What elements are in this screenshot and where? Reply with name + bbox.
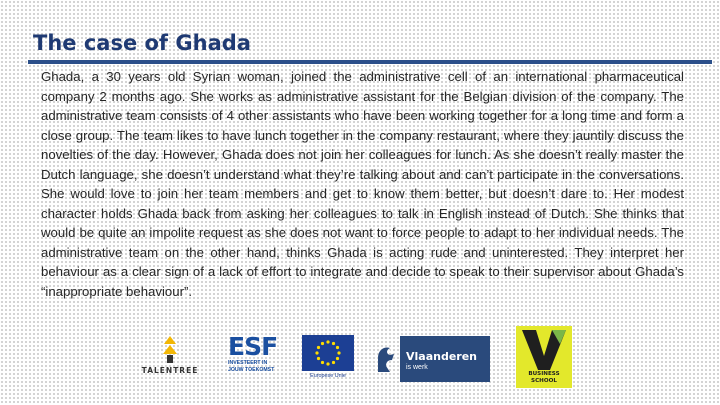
talentree-mark-icon [162,336,178,364]
title-underline [28,60,712,64]
v-mark-icon [522,330,566,370]
esf-logo [228,334,286,384]
eu-caption: Europese Unie [310,373,346,379]
talentree-wordmark: TALENTREE [141,366,199,375]
eu-logo [302,335,354,383]
eu-flag-icon [302,335,354,371]
esf-wordmark: ESF [228,332,278,361]
vlaanderen-logo [370,336,490,382]
business-school-line-2: SCHOOL [531,378,557,384]
business-school-line-1: BUSINESS [528,371,560,377]
case-description: Ghada, a 30 years old Syrian woman, joined the administrative cell of an international pharmaceutical company 2 months ago. She works as administrative assistant for the Belgian division of the company. The administrative team consists of 4 other assistants who have been working together for a long time and form a close group. The team likes to have lunch together in the company restaurant, where they jauntily discuss the novelties of the day. However, Ghada does not join her colleagues for lunch. As she doesn’t really master the Dutch language, she doesn’t understand what they’re talking about and can’t participate in the conversations. She would love to join her team members and get to know them better, but doesn’t dare to. Her modest character holds Ghada back from asking her colleagues to talk in English instead of Dutch. She thinks that would be quite an impolite request as she does not want to force people to adapt to her individual needs. The administrative team on the other hand, thinks Ghada is acting rude and uninterested. They interpret her behaviour as a clear sign of a lack of effort to integrate and decide to speak to their supervisor about Ghada’s “inappropriate behaviour”. [41,69,684,299]
vlaanderen-wordmark: Vlaanderen [406,350,478,363]
esf-tagline-1: INVESTEERT IN [228,360,268,366]
lion-icon [372,342,398,376]
slide-title: The case of Ghada [33,31,251,55]
business-school-logo [516,326,572,388]
vlaanderen-tagline: is werk [406,364,428,371]
talentree-logo [138,336,202,376]
esf-tagline-2: JOUW TOEKOMST [228,367,275,373]
